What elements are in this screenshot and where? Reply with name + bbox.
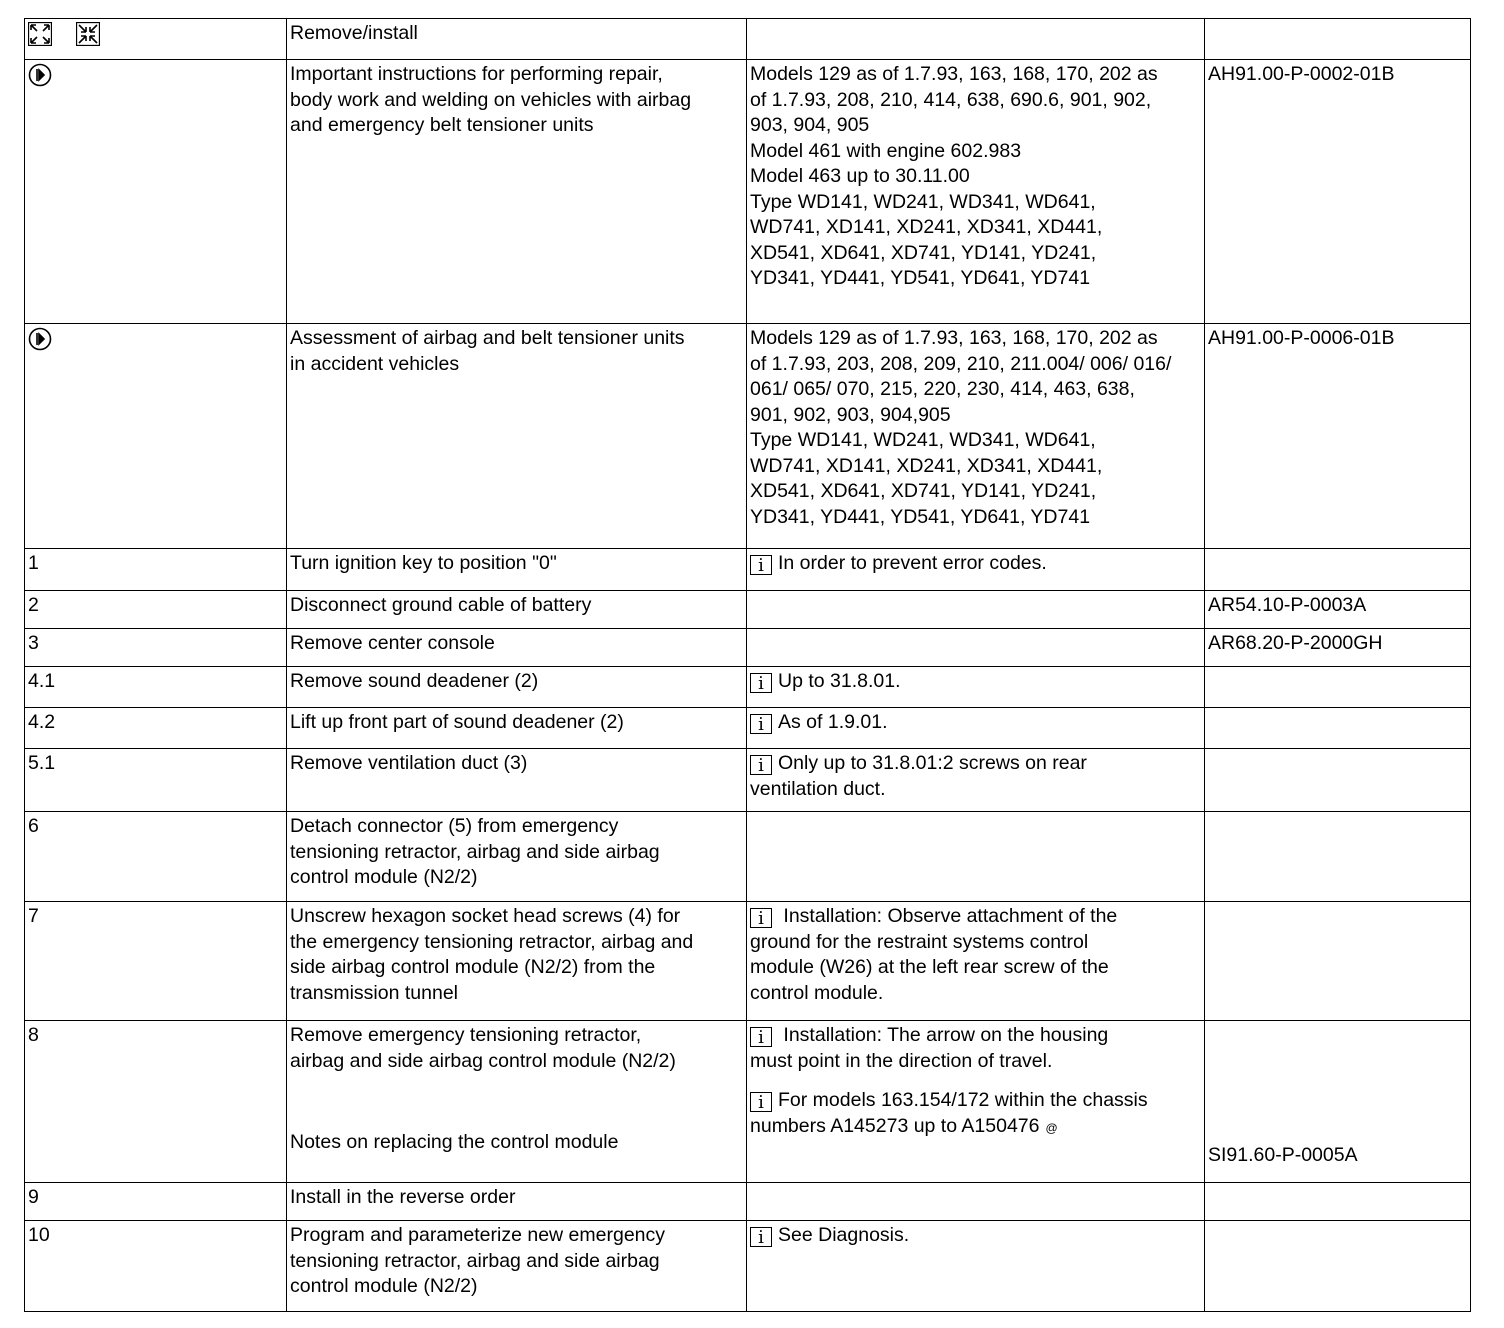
hazard-ref: AH91.00-P-0006-01B [1205, 324, 1471, 549]
gap [750, 1074, 1201, 1088]
text-line: of 1.7.93, 203, 208, 209, 210, 211.004/ 006/ 016/ [750, 352, 1172, 375]
step-action [287, 812, 747, 902]
text-line: XD541, XD641, XD741, YD141, YD241, [750, 480, 1097, 502]
step-action [287, 629, 747, 667]
step-note [747, 629, 1205, 667]
info-i-icon: i [750, 673, 772, 693]
text-line: tensioning retractor, airbag and side airbag [290, 840, 660, 863]
text-line: Disconnect ground cable of battery [290, 594, 592, 616]
note-line [750, 1223, 1201, 1249]
hazard-action [287, 324, 747, 549]
text-line: Remove sound deadener (2) [290, 670, 539, 692]
text-line: Program and parameterize new emergency [290, 1224, 666, 1246]
header-note [747, 19, 1205, 60]
step-note [747, 812, 1205, 902]
hazard-circle-icon [28, 63, 52, 87]
text-line: Models 129 as of 1.7.93, 163, 168, 170, 202 as [750, 63, 1158, 85]
info-i-icon: i [750, 714, 772, 734]
note-text: must point in the direction of travel. [750, 1049, 1053, 1072]
text-line: Type WD141, WD241, WD341, WD641, [750, 190, 1096, 213]
text-line: Models 129 as of 1.7.93, 163, 168, 170, 202 as [750, 327, 1158, 349]
text-line: Detach connector (5) from emergency [290, 815, 619, 837]
step-number: 5.1 [25, 749, 287, 812]
procedure-table [24, 18, 1471, 1312]
step-ref [1205, 667, 1471, 708]
step-number: 3 [25, 629, 287, 667]
text-line: YD341, YD441, YD541, YD641, YD741 [750, 267, 1091, 289]
note-text: module (W26) at the left rear screw of the [750, 956, 1109, 978]
text-line: and emergency belt tensioner units [290, 114, 594, 136]
text-line: Model 461 with engine 602.983 [750, 139, 1022, 162]
text-line: Unscrew hexagon socket head screws (4) for [290, 905, 681, 927]
step-row [25, 667, 1471, 708]
step-action [287, 591, 747, 629]
step-ref [1205, 749, 1471, 812]
note-line [750, 1049, 1201, 1075]
text-line: the emergency tensioning retractor, airbag and [290, 930, 694, 953]
step-ref: AR54.10-P-0003A [1205, 591, 1471, 629]
note-text: Installation: The arrow on the housing [778, 1024, 1109, 1046]
hazard-icon-cell [25, 324, 287, 549]
note-line [750, 955, 1201, 981]
info-i-icon: i [750, 1227, 772, 1247]
note-text: For models 163.154/172 within the chassis [778, 1089, 1148, 1111]
note-text: control module. [750, 981, 884, 1004]
step-ref [1205, 902, 1471, 1021]
text-line: control module (N2/2) [290, 866, 478, 888]
step-action [287, 549, 747, 591]
step-note [747, 549, 1205, 591]
text-line: Remove center console [290, 632, 495, 654]
step-row [25, 629, 1471, 667]
step-number: 4.1 [25, 667, 287, 708]
text-line: XD541, XD641, XD741, YD141, YD241, [750, 241, 1097, 264]
text-line: side airbag control module (N2/2) from the [290, 956, 656, 978]
step-note [747, 1183, 1205, 1221]
step-note [747, 1021, 1205, 1183]
step-note [747, 667, 1205, 708]
note-line [750, 904, 1201, 930]
step-ref [1205, 1183, 1471, 1221]
procedure-table-body [25, 19, 1471, 1312]
spacer [290, 1074, 743, 1130]
text-line: Assessment of airbag and belt tensioner units [290, 327, 685, 349]
hazard-note [747, 324, 1205, 549]
note-text: Installation: Observe attachment of the [778, 905, 1118, 927]
text-line: Lift up front part of sound deadener (2) [290, 711, 624, 733]
text-line: of 1.7.93, 208, 210, 414, 638, 690.6, 901, 902, [750, 88, 1152, 111]
step-row [25, 902, 1471, 1021]
text-line: Type WD141, WD241, WD341, WD641, [750, 429, 1096, 451]
step-row [25, 1021, 1471, 1183]
step-row [25, 549, 1471, 591]
hazard-ref: AH91.00-P-0002-01B [1205, 60, 1471, 324]
note-line [750, 981, 1201, 1007]
step-action [287, 708, 747, 749]
remove-install-icons [25, 19, 287, 60]
step-number: 1 [25, 549, 287, 591]
note-text: numbers A145273 up to A150476 [750, 1114, 1040, 1137]
text-line: Remove emergency tensioning retractor, [290, 1024, 642, 1046]
info-i-icon: i [750, 908, 772, 928]
info-i-icon: i [750, 555, 772, 575]
text-line: 061/ 065/ 070, 215, 220, 230, 414, 463, 638, [750, 378, 1135, 400]
text-line: in accident vehicles [290, 352, 460, 375]
info-i-icon: i [750, 1027, 772, 1047]
step-note [747, 902, 1205, 1021]
hazard-note [747, 60, 1205, 324]
step-row [25, 749, 1471, 812]
step-ref [1205, 708, 1471, 749]
note-text: As of 1.9.01. [778, 711, 888, 733]
note-line [750, 751, 1201, 777]
note-text: Up to 31.8.01. [778, 670, 901, 692]
step-row [25, 591, 1471, 629]
step-ref: SI91.60-P-0005A [1205, 1021, 1471, 1183]
step-action [287, 902, 747, 1021]
text-line: Turn ignition key to position "0" [290, 552, 557, 574]
text-line: Install in the reverse order [290, 1186, 516, 1208]
install-arrows-icon [76, 22, 100, 46]
note-line [750, 930, 1201, 956]
text-line: 901, 902, 903, 904,905 [750, 403, 951, 426]
text-line: Important instructions for performing repair, [290, 63, 663, 85]
text-line: Model 463 up to 30.11.00 [750, 165, 970, 187]
step-number: 10 [25, 1221, 287, 1312]
note-text: See Diagnosis. [778, 1224, 910, 1246]
note-line [750, 777, 1201, 803]
note-text: ventilation duct. [750, 777, 886, 800]
text-line: 903, 904, 905 [750, 114, 870, 136]
header-row [25, 19, 1471, 60]
hazard-row [25, 324, 1471, 549]
hazard-row [25, 60, 1471, 324]
step-row [25, 812, 1471, 902]
note-line [750, 1088, 1201, 1114]
text-line: transmission tunnel [290, 981, 458, 1004]
step-number: 2 [25, 591, 287, 629]
note-line [750, 710, 1201, 736]
remove-arrows-icon [28, 22, 52, 46]
note-line [750, 669, 1201, 695]
step-note [747, 749, 1205, 812]
note-text: ground for the restraint systems control [750, 930, 1089, 953]
step-action [287, 749, 747, 812]
note-line [750, 551, 1201, 577]
step-number: 4.2 [25, 708, 287, 749]
text-line: airbag and side airbag control module (N2/2) [290, 1049, 676, 1072]
step-row [25, 1221, 1471, 1312]
step-ref [1205, 812, 1471, 902]
header-action: Remove/install [287, 19, 747, 60]
step-action [287, 1221, 747, 1312]
text-line: body work and welding on vehicles with airbag [290, 88, 692, 111]
info-i-icon: i [750, 755, 772, 775]
hazard-icon-cell [25, 60, 287, 324]
step-ref [1205, 1221, 1471, 1312]
step-number: 9 [25, 1183, 287, 1221]
step-action [287, 1183, 747, 1221]
step-row [25, 1183, 1471, 1221]
step-number: 8 [25, 1021, 287, 1183]
text-line: Remove ventilation duct (3) [290, 752, 528, 774]
action-subnote: Notes on replacing the control module [290, 1131, 619, 1153]
note-line [750, 1023, 1201, 1049]
note-text: In order to prevent error codes. [778, 552, 1047, 574]
step-number: 6 [25, 812, 287, 902]
step-action [287, 667, 747, 708]
step-note [747, 1221, 1205, 1312]
step-number: 7 [25, 902, 287, 1021]
text-line: control module (N2/2) [290, 1275, 478, 1297]
step-note [747, 591, 1205, 629]
at-mark: @ [1045, 1120, 1058, 1135]
text-line: tensioning retractor, airbag and side airbag [290, 1249, 660, 1272]
step-ref: AR68.20-P-2000GH [1205, 629, 1471, 667]
text-line: WD741, XD141, XD241, XD341, XD441, [750, 216, 1103, 238]
note-line [750, 1114, 1201, 1142]
hazard-circle-icon [28, 327, 52, 351]
step-note [747, 708, 1205, 749]
info-i-icon: i [750, 1092, 772, 1112]
header-ref [1205, 19, 1471, 60]
note-text: Only up to 31.8.01:2 screws on rear [778, 752, 1087, 774]
step-action [287, 1021, 747, 1183]
hazard-action [287, 60, 747, 324]
text-line: WD741, XD141, XD241, XD341, XD441, [750, 454, 1103, 477]
text-line: YD341, YD441, YD541, YD641, YD741 [750, 505, 1091, 528]
step-row [25, 708, 1471, 749]
step-ref [1205, 549, 1471, 591]
